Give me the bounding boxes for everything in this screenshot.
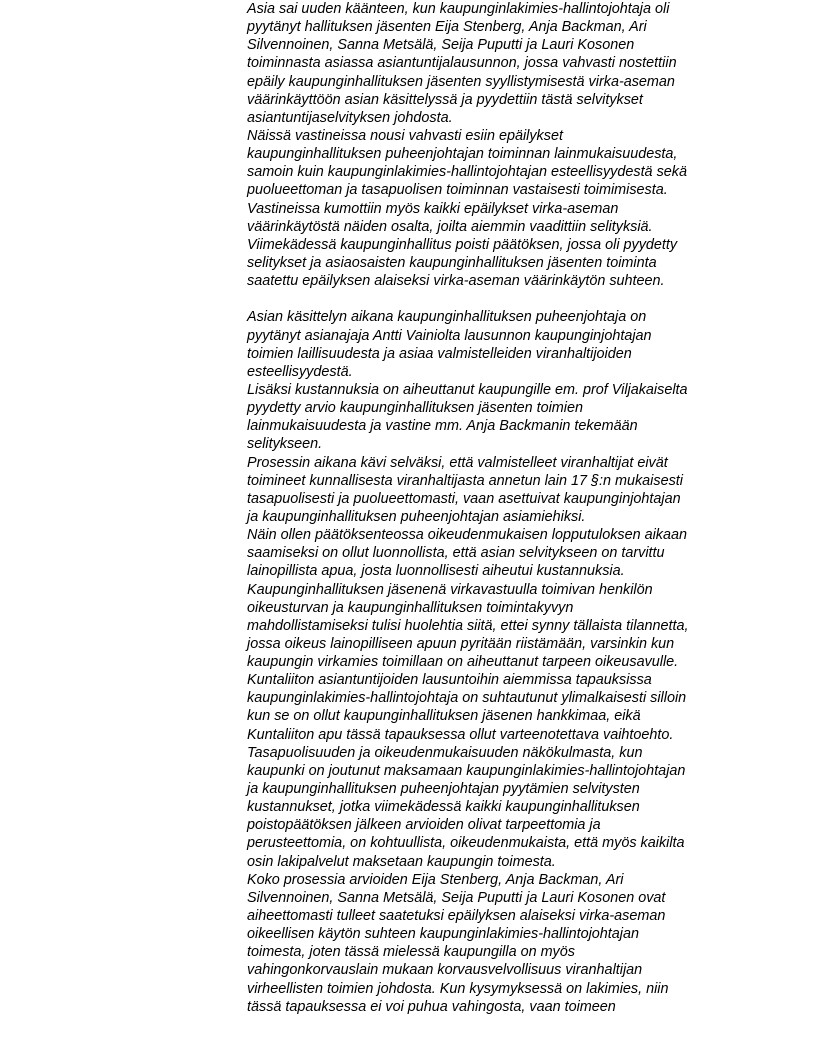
paragraph bbox=[247, 308, 747, 381]
text-line: Lisäksi kustannuksia on aiheuttanut kaupungille em. prof Viljakaiselta bbox=[247, 381, 688, 398]
text-line: kaupunki on joutunut maksamaan kaupunginlakimies-hallintojohtajan bbox=[247, 762, 686, 779]
text-line: kun se on ollut kaupunginhallituksen jäsenen hankkimaa, eikä bbox=[247, 708, 641, 725]
text-line: saamiseksi on ollut luonnollista, että asian selvitykseen on tarvittu bbox=[247, 545, 665, 562]
text-line: toimineet kunnallisesta viranhaltijasta annetun lain 17 §:n mukaisesti bbox=[247, 472, 683, 489]
paragraph bbox=[247, 200, 747, 236]
text-line: pyytänyt hallituksen jäsenten Eija Stenberg, Anja Backman, Ari bbox=[247, 19, 647, 36]
paragraph bbox=[247, 671, 747, 744]
text-line: selitykseen. bbox=[247, 436, 323, 453]
text-line: esteellisyydestä. bbox=[247, 363, 353, 380]
paragraph bbox=[247, 236, 747, 290]
text-line: Kuntaliiton asiantuntijoiden lausuntoihin aiemmissa tapauksissa bbox=[247, 672, 652, 689]
paragraph-spacer bbox=[247, 290, 747, 308]
text-line: Viimekädessä kaupunginhallitus poisti päätöksen, jossa oli pyydetty bbox=[247, 236, 678, 253]
text-line: ja kaupunginhallituksen puheenjohtajan asiamiehiksi. bbox=[247, 508, 586, 525]
paragraph bbox=[247, 381, 747, 454]
paragraph bbox=[247, 744, 747, 871]
text-line: Koko prosessia arvioiden Eija Stenberg, Anja Backman, Ari bbox=[247, 871, 624, 888]
text-line: toimesta, joten tässä mielessä kaupungilla on myös bbox=[247, 944, 575, 961]
text-line: Silvennoinen, Sanna Metsälä, Seija Puputti ja Lauri Kosonen ovat bbox=[247, 889, 666, 906]
text-line: Kuntaliiton apu tässä tapauksessa ollut varteenotettava vaihtoehto. bbox=[247, 726, 674, 743]
paragraph bbox=[247, 0, 747, 127]
text-line: kustannukset, jotka viimekädessä kaikki kaupunginhallituksen bbox=[247, 799, 640, 816]
text-line: toiminnasta asiassa asiantuntijalausunnon, jossa vahvasti nostettiin bbox=[247, 55, 677, 72]
text-line: oikeusturvan ja kaupunginhallituksen toimintakyvyn bbox=[247, 599, 574, 616]
text-line: vahingonkorvauslain mukaan korvausvelvollisuus viranhaltijan bbox=[247, 962, 643, 979]
text-line: Kaupunginhallituksen jäsenenä virkavastuulla toimivan henkilön bbox=[247, 581, 653, 598]
paragraph bbox=[247, 581, 747, 672]
text-line: Asian käsittelyn aikana kaupunginhallituksen puheenjohtaja on bbox=[247, 309, 647, 326]
text-line: Asia sai uuden käänteen, kun kaupunginlakimies-hallintojohtaja oli bbox=[247, 1, 670, 17]
text-line: kaupungin virkamies toimillaan on aiheuttanut tarpeen oikeusavulle. bbox=[247, 654, 679, 671]
paragraph bbox=[247, 871, 747, 1016]
text-line: mahdollistamiseksi tulisi huolehtia siitä, ettei synny tällaista tilannetta, bbox=[247, 617, 689, 634]
text-line: Näissä vastineissa nousi vahvasti esiin epäilykset bbox=[247, 127, 563, 144]
text-line: Silvennoinen, Sanna Metsälä, Seija Puputti ja Lauri Kosonen bbox=[247, 37, 635, 54]
text-line: aiheettomasti tulleet saatetuksi epäilyksen alaiseksi virka-aseman bbox=[247, 908, 666, 925]
text-line: selitykset ja asiaosaisten kaupunginhallituksen jäsenten toiminta bbox=[247, 254, 657, 271]
text-line: Tasapuolisuuden ja oikeudenmukaisuuden näkökulmasta, kun bbox=[247, 744, 643, 761]
text-line: tasapuolisesti ja puolueettomasti, vaan asettuivat kaupunginjohtajan bbox=[247, 490, 681, 507]
text-line: Vastineissa kumottiin myös kaikki epäilykset virka-aseman bbox=[247, 200, 619, 217]
text-line: pyydetty arvio kaupunginhallituksen jäsenten toimien bbox=[247, 400, 583, 417]
text-line: puolueettoman ja tasapuolisen toiminnan vastaisesti toimimisesta. bbox=[247, 182, 668, 199]
text-line: kaupunginhallituksen puheenjohtajan toiminnan lainmukaisuudesta, bbox=[247, 146, 678, 163]
paragraph bbox=[247, 526, 747, 580]
text-line: lainopillista apua, josta luonnollisesti aiheutui kustannuksia. bbox=[247, 563, 625, 580]
text-line: virheellisten toimien johdosta. Kun kysymyksessä on lakimies, niin bbox=[247, 980, 669, 997]
text-line: Prosessin aikana kävi selväksi, että valmistelleet viranhaltijat eivät bbox=[247, 454, 668, 471]
text-line: Näin ollen päätöksenteossa oikeudenmukaisen lopputuloksen aikaan bbox=[247, 527, 688, 544]
text-line: saatettu epäilyksen alaiseksi virka-aseman väärinkäytön suhteen. bbox=[247, 273, 665, 290]
text-line: toimien laillisuudesta ja asiaa valmistelleiden viranhaltijoiden bbox=[247, 345, 632, 362]
text-line: väärinkäytöstä näiden osalta, joilta aiemmin vaadittiin selityksiä. bbox=[247, 218, 653, 235]
text-line: perusteettomia, on kohtuullista, oikeudenmukaista, että myös kaikilta bbox=[247, 835, 685, 852]
text-line: ja kaupunginhallituksen puheenjohtajan pyytämien selvitysten bbox=[247, 781, 640, 798]
text-line: oikeellisen käytön suhteen kaupunginlakimies-hallintojohtajan bbox=[247, 926, 639, 943]
text-line: väärinkäyttöön asian käsittelyssä ja pyydettiin tästä selvitykset bbox=[247, 91, 643, 108]
text-line: samoin kuin kaupunginlakimies-hallintojohtajan esteellisyydestä sekä bbox=[247, 164, 687, 181]
text-line: tässä tapauksessa ei voi puhua vahingosta, vaan toimeen bbox=[247, 998, 616, 1015]
text-line: asiantuntijaselvityksen johdosta. bbox=[247, 109, 453, 126]
document-body-text bbox=[247, 0, 747, 1016]
text-line: lainmukaisuudesta ja vastine mm. Anja Backmanin tekemään bbox=[247, 418, 638, 435]
text-line: pyytänyt asianajaja Antti Vainiolta lausunnon kaupunginjohtajan bbox=[247, 327, 652, 344]
paragraph bbox=[247, 127, 747, 200]
text-line: osin lakipalvelut maksetaan kaupungin toimesta. bbox=[247, 853, 556, 870]
text-line: epäily kaupunginhallituksen jäsenten syyllistymisestä virka-aseman bbox=[247, 73, 675, 90]
text-line: kaupunginlakimies-hallintojohtaja on suhtautunut ylimalkaisesti silloin bbox=[247, 690, 687, 707]
text-line: poistopäätöksen jälkeen arvioiden olivat tarpeettomia ja bbox=[247, 817, 601, 834]
text-line: jossa oikeus lainopilliseen apuun pyritään riistämään, varsinkin kun bbox=[247, 635, 675, 652]
paragraph bbox=[247, 454, 747, 527]
